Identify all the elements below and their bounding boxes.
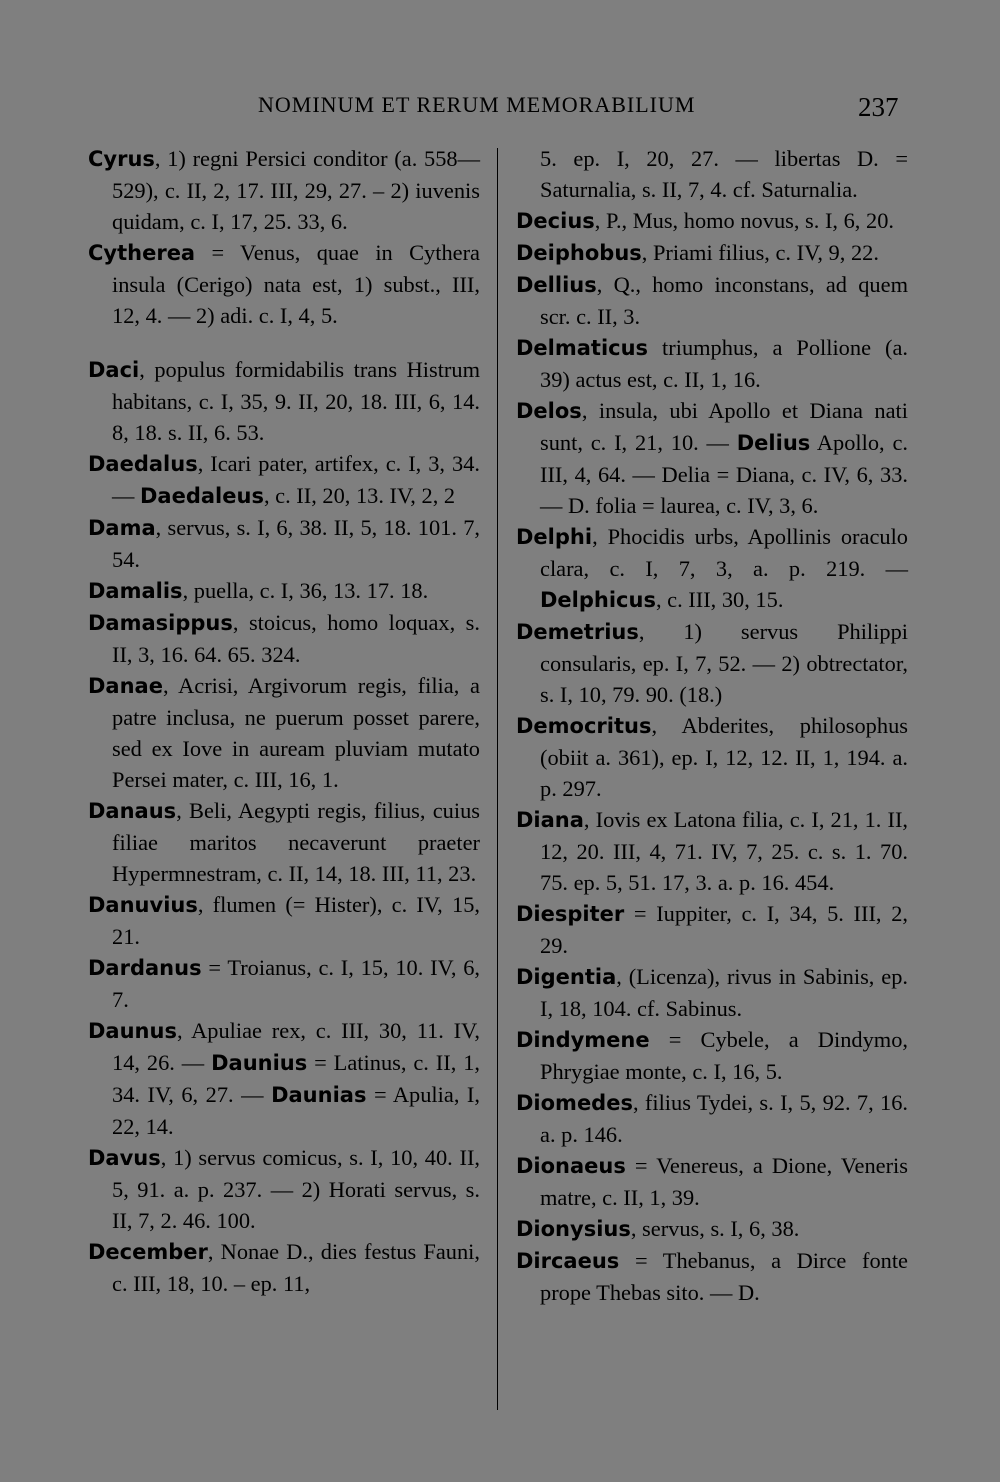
entry-headword: Diomedes bbox=[516, 1091, 633, 1115]
entry-headword: Dardanus bbox=[88, 956, 202, 980]
entry-headword: Daedalus bbox=[88, 452, 198, 476]
entry-text: , stoicus, homo loquax, s. II, 3, 16. 64. 65. 324. bbox=[112, 610, 480, 667]
entry-headword: Daedaleus bbox=[140, 484, 264, 508]
index-entry bbox=[516, 804, 908, 898]
entry-text: , c. III, 30, 15. bbox=[655, 587, 784, 612]
entry-headword: Dionysius bbox=[516, 1217, 631, 1241]
entry-text: , Apuliae rex, c. III, 30, 11. IV, 14, 26. — bbox=[112, 1018, 480, 1075]
entry-headword: Daunius bbox=[211, 1051, 308, 1075]
entry-text: triumphus, a Pollione (a. 39) actus est, c. II, 1, 16. bbox=[540, 335, 908, 392]
index-entry bbox=[516, 143, 908, 205]
index-entry bbox=[88, 354, 480, 448]
index-entry bbox=[88, 1236, 480, 1299]
entry-text: , Abderites, philosophus (obiit a. 361), ep. I, 12, 12. II, 1, 194. a. p. 297. bbox=[540, 713, 908, 801]
entry-text: , 1) regni Persici conditor (a. 558—529), c. II, 2, 17. III, 29, 27. – 2) iuvenis quidam, c. I, 17, 25. 33, 6. bbox=[112, 146, 480, 234]
index-entry bbox=[516, 395, 908, 521]
entry-headword: Diespiter bbox=[516, 902, 625, 926]
entry-text: Apollo, c. III, 4, 64. — Delia = Diana, c. IV, 6, 33. — D. folia = laurea, c. IV, 3, 6. bbox=[540, 430, 908, 518]
entry-headword: Daunias bbox=[271, 1083, 367, 1107]
entry-text: , Icari pater, artifex, c. I, 3, 34. — bbox=[112, 451, 480, 508]
index-entry bbox=[516, 521, 908, 616]
page-number: 237 bbox=[858, 92, 899, 122]
entry-headword: Daunus bbox=[88, 1019, 177, 1043]
entry-headword: Digentia bbox=[516, 965, 617, 989]
entry-headword: Delphicus bbox=[540, 588, 656, 612]
entry-headword: Cytherea bbox=[88, 241, 196, 265]
entry-headword: Dionaeus bbox=[516, 1154, 626, 1178]
index-entry bbox=[516, 898, 908, 961]
entry-text: = Thebanus, a Dirce fonte prope Thebas sito. — D. bbox=[540, 1248, 908, 1305]
index-entry bbox=[516, 961, 908, 1024]
entry-headword: Daci bbox=[88, 358, 140, 382]
entry-headword: Damalis bbox=[88, 579, 183, 603]
index-entry bbox=[88, 1015, 480, 1142]
entry-headword: Danuvius bbox=[88, 893, 198, 917]
entry-headword: Decius bbox=[516, 209, 595, 233]
entry-headword: Democritus bbox=[516, 714, 652, 738]
entry-headword: Delos bbox=[516, 399, 582, 423]
entry-text: , Phocidis urbs, Apollinis oraculo clara, c. I, 7, 3, a. p. 219. — bbox=[540, 524, 908, 581]
entry-headword: December bbox=[88, 1240, 208, 1264]
index-entry bbox=[516, 1024, 908, 1087]
index-entry bbox=[88, 575, 480, 607]
index-entry bbox=[516, 332, 908, 395]
index-entry bbox=[88, 143, 480, 237]
entry-text: , Beli, Aegypti regis, filius, cuius filiae maritos necaverunt praeter Hypermnestram, c. II, 14, 18. III, 11, 23. bbox=[112, 798, 480, 886]
index-entry bbox=[88, 670, 480, 795]
index-entry bbox=[516, 710, 908, 804]
entry-text: , Q., homo inconstans, ad quem scr. c. II, 3. bbox=[540, 272, 908, 329]
index-entry bbox=[516, 616, 908, 710]
entry-text: , P., Mus, homo novus, s. I, 6, 20. bbox=[594, 208, 894, 233]
index-entry bbox=[516, 237, 908, 269]
index-entry bbox=[516, 205, 908, 237]
entry-text: , puella, c. I, 36, 13. 17. 18. bbox=[182, 578, 429, 603]
index-entry bbox=[88, 889, 480, 952]
running-head bbox=[0, 92, 1000, 128]
entry-text: 5. ep. I, 20, 27. — libertas D. = Saturnalia, s. II, 7, 4. cf. Saturnalia. bbox=[540, 146, 908, 202]
index-entry bbox=[88, 512, 480, 575]
entry-headword: Davus bbox=[88, 1146, 161, 1170]
entry-text: , 1) servus comicus, s. I, 10, 40. II, 5, 91. a. p. 237. — 2) Horati servus, s. II, 7, 2. 46. 100. bbox=[112, 1145, 480, 1233]
index-entry bbox=[88, 795, 480, 889]
entry-text: , filius Tydei, s. I, 5, 92. 7, 16. a. p. 146. bbox=[540, 1090, 908, 1147]
entry-text: = Venus, quae in Cythera insula (Cerigo) nata est, 1) subst., III, 12, 4. — 2) adi. c. I, 4, 5. bbox=[112, 240, 480, 328]
entry-text: = Latinus, c. II, 1, 34. IV, 6, 27. — bbox=[112, 1050, 480, 1107]
entry-headword: Delius bbox=[736, 431, 811, 455]
running-title: NOMINUM ET RERUM MEMORABILIUM bbox=[258, 92, 696, 117]
entry-headword: Demetrius bbox=[516, 620, 639, 644]
column-divider bbox=[497, 148, 498, 1410]
entry-headword: Dircaeus bbox=[516, 1249, 620, 1273]
entry-headword: Danae bbox=[88, 674, 163, 698]
index-entry bbox=[88, 607, 480, 670]
entry-headword: Diana bbox=[516, 808, 584, 832]
index-entry bbox=[88, 952, 480, 1015]
index-entry bbox=[88, 1142, 480, 1236]
entry-text: = Cybele, a Dindymo, Phrygiae monte, c. I, 16, 5. bbox=[540, 1027, 908, 1084]
entry-headword: Dama bbox=[88, 516, 156, 540]
entry-text: , (Licenza), rivus in Sabinis, ep. I, 18, 104. cf. Sabinus. bbox=[540, 964, 908, 1021]
entry-headword: Deiphobus bbox=[516, 241, 642, 265]
entry-text: , Priami filius, c. IV, 9, 22. bbox=[641, 240, 879, 265]
entry-text: , Nonae D., dies festus Fauni, c. III, 18, 10. – ep. 11, bbox=[112, 1239, 480, 1296]
entry-headword: Dindymene bbox=[516, 1028, 650, 1052]
entry-text: , c. II, 20, 13. IV, 2, 2 bbox=[263, 483, 456, 508]
index-entry bbox=[516, 1087, 908, 1150]
entry-text: = Apulia, I, 22, 14. bbox=[112, 1082, 480, 1139]
entry-headword: Cyrus bbox=[88, 147, 155, 171]
entry-text: , Iovis ex Latona filia, c. I, 21, 1. II, 12, 20. III, 4, 71. IV, 7, 25. c. s. 1. 70. 75. ep. 5, 51. 17, 3. a. p. 16. 454. bbox=[540, 807, 908, 895]
index-entry bbox=[516, 1245, 908, 1308]
index-entry bbox=[516, 1150, 908, 1213]
entry-text: , insula, ubi Apollo et Diana nati sunt, c. I, 21, 10. — bbox=[540, 398, 908, 455]
index-entry bbox=[516, 1213, 908, 1245]
index-entry bbox=[88, 448, 480, 512]
entry-headword: Delmaticus bbox=[516, 336, 649, 360]
index-entry bbox=[88, 237, 480, 331]
entry-text: , 1) servus Philippi consularis, ep. I, 7, 52. — 2) obtrectator, s. I, 10, 79. 90. (18.) bbox=[540, 619, 908, 707]
entry-headword: Delphi bbox=[516, 525, 593, 549]
entry-text: , servus, s. I, 6, 38. II, 5, 18. 101. 7, 54. bbox=[112, 515, 480, 572]
entry-text: , populus formidabilis trans Histrum habitans, c. I, 35, 9. II, 20, 18. III, 6, 14. 8, 18. s. II, 6. 53. bbox=[112, 357, 480, 445]
index-column-right bbox=[516, 143, 908, 1308]
entry-text: = Troianus, c. I, 15, 10. IV, 6, 7. bbox=[112, 955, 480, 1012]
entry-text: , flumen (= Hister), c. IV, 15, 21. bbox=[112, 892, 480, 949]
entry-text: = Venereus, a Dione, Veneris matre, c. II, 1, 39. bbox=[540, 1153, 908, 1210]
entry-text: , servus, s. I, 6, 38. bbox=[630, 1216, 800, 1241]
entry-headword: Dellius bbox=[516, 273, 597, 297]
entry-text: , Acrisi, Argivorum regis, filia, a patre inclusa, ne puerum posset parere, sed ex Iove in auream pluviam mutato Persei mater, c. III, 16, 1. bbox=[112, 673, 480, 792]
entry-headword: Danaus bbox=[88, 799, 177, 823]
entry-headword: Damasippus bbox=[88, 611, 233, 635]
index-column-left bbox=[88, 143, 480, 1299]
index-entry bbox=[516, 269, 908, 332]
entry-text: = Iuppiter, c. I, 34, 5. III, 2, 29. bbox=[540, 901, 908, 958]
